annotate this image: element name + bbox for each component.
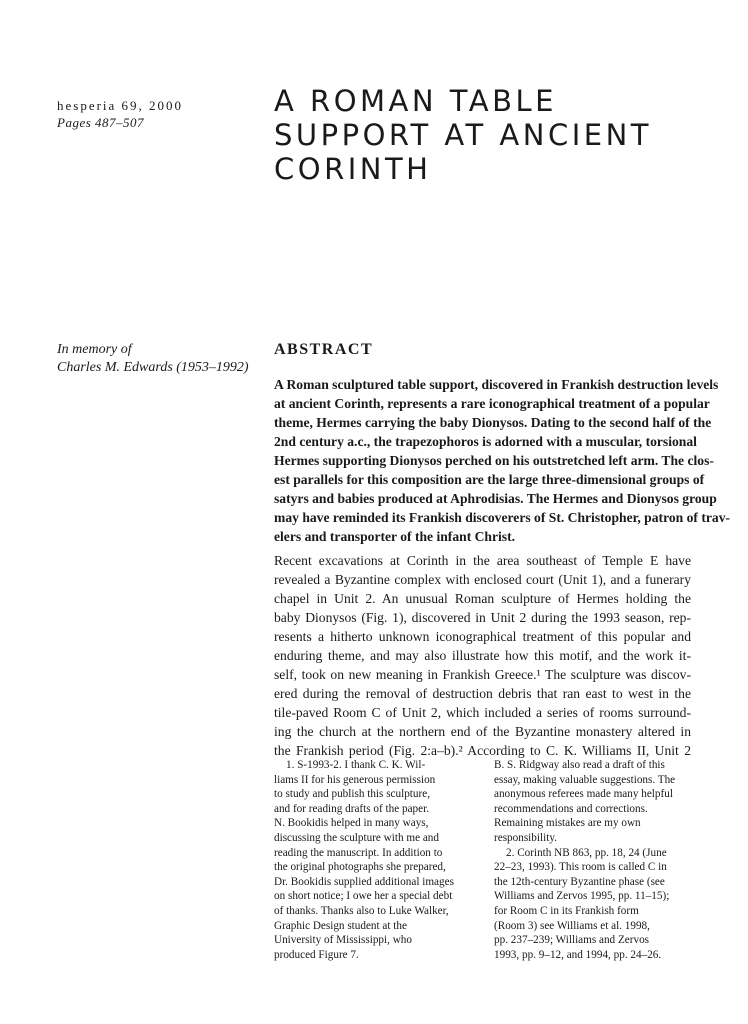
body-line: tile-paved Room C of Unit 2, which included a series of rooms surround- — [274, 705, 691, 720]
title-line: A ROMAN TABLE — [274, 84, 557, 118]
abstract-body — [274, 375, 731, 546]
footnote-line: 1. S-1993-2. I thank C. K. Wil- — [286, 759, 426, 771]
footnote-line: (Room 3) see Williams et al. 1998, — [494, 919, 650, 932]
body-line: resents a hitherto unknown iconographical treatment of this popular and — [274, 629, 691, 644]
footnote-line: essay, making valuable suggestions. The — [494, 773, 676, 786]
footnote-line: produced Figure 7. — [274, 948, 359, 961]
footnote-line: liams II for his generous permission — [274, 773, 436, 786]
body-line: enduring theme, and may also illustrate how this motif, and the work it- — [274, 648, 691, 663]
body-line: Recent excavations at Corinth in the area southeast of Temple E have — [274, 553, 691, 568]
footnote-line: on short notice; I owe her a special debt — [274, 890, 453, 903]
dedication-line: In memory of — [57, 342, 132, 357]
body-line: ered during the removal of destruction debris that ran east to west in the — [274, 686, 691, 701]
footnote-line: responsibility. — [494, 831, 557, 844]
footnote-line: 1993, pp. 9–12, and 1994, pp. 24–26. — [494, 948, 662, 961]
footnote-line: anonymous referees made many helpful — [494, 788, 673, 801]
footnotes-right-column — [494, 758, 694, 962]
footnote-line: Graphic Design student at the — [274, 919, 407, 932]
body-line: revealed a Byzantine complex with enclosed court (Unit 1), and a funerary — [274, 572, 691, 587]
footnote-line: recommendations and corrections. — [494, 802, 648, 815]
footnote-line: 22–23, 1993). This room is called C in — [494, 861, 667, 874]
body-line: ing the church at the northern end of the Byzantine monastery altered in — [274, 724, 691, 739]
journal-header — [57, 97, 257, 131]
footnote-line: discussing the sculpture with me and — [274, 831, 439, 844]
abstract-heading: ABSTRACT — [274, 341, 374, 358]
article-title — [274, 84, 714, 186]
body-line: baby Dionysos (Fig. 1), discovered in Unit 2 during the 1993 season, rep- — [274, 610, 691, 625]
dedication — [57, 341, 267, 377]
abstract-line: Hermes supporting Dionysos perched on his outstretched left arm. The clos- — [274, 453, 714, 468]
footnote-line: pp. 237–239; Williams and Zervos — [494, 934, 650, 947]
page-range: Pages 487–507 — [57, 115, 145, 130]
footnote-line: Dr. Bookidis supplied additional images — [274, 875, 454, 888]
abstract-line: may have reminded its Frankish discoverers of St. Christopher, patron of trav- — [274, 510, 731, 525]
abstract-line: satyrs and babies produced at Aphrodisias. The Hermes and Dionysos group — [274, 491, 717, 506]
footnote-line: for Room C in its Frankish form — [494, 904, 639, 917]
body-line: chapel in Unit 2. An unusual Roman sculpture of Hermes holding the — [274, 591, 691, 606]
footnote-line: and for reading drafts of the paper. — [274, 802, 430, 815]
footnotes-left-column — [274, 758, 469, 962]
dedication-line: Charles M. Edwards (1953–1992) — [57, 360, 249, 375]
footnote-line: the 12th-century Byzantine phase (see — [494, 875, 665, 888]
title-line: SUPPORT AT ANCIENT — [274, 118, 652, 152]
body-paragraph — [274, 551, 691, 760]
footnote-line: University of Mississippi, who — [274, 934, 412, 947]
footnote-line: of thanks. Thanks also to Luke Walker, — [274, 904, 449, 917]
footnote-line: the original photographs she prepared, — [274, 861, 446, 874]
footnote-line: Remaining mistakes are my own — [494, 817, 641, 830]
footnote-line: N. Bookidis helped in many ways, — [274, 817, 429, 830]
abstract-line: at ancient Corinth, represents a rare iconographical treatment of a popular — [274, 396, 710, 411]
title-line: CORINTH — [274, 152, 432, 186]
footnote-line: B. S. Ridgway also read a draft of this — [494, 759, 665, 771]
footnote-line: to study and publish this sculpture, — [274, 788, 430, 801]
footnote-line: Williams and Zervos 1995, pp. 11–15); — [494, 890, 670, 903]
abstract-line: A Roman sculptured table support, discovered in Frankish destruction levels — [274, 377, 719, 392]
abstract-line: est parallels for this composition are the large three-dimensional groups of — [274, 472, 705, 487]
body-line: the Frankish period (Fig. 2:a–b).² According to C. K. Williams II, Unit 2 — [274, 743, 691, 758]
abstract-line: 2nd century a.c., the trapezophoros is adorned with a muscular, torsional — [274, 434, 697, 449]
body-line: self, took on new meaning in Frankish Greece.¹ The sculpture was discov- — [274, 667, 691, 682]
footnote-line: 2. Corinth NB 863, pp. 18, 24 (June — [506, 846, 667, 859]
footnote-line: reading the manuscript. In addition to — [274, 846, 443, 859]
journal-name: hesperia 69, 2000 — [57, 98, 184, 113]
abstract-line: elers and transporter of the infant Christ. — [274, 529, 516, 544]
abstract-line: theme, Hermes carrying the baby Dionysos. Dating to the second half of the — [274, 415, 712, 430]
